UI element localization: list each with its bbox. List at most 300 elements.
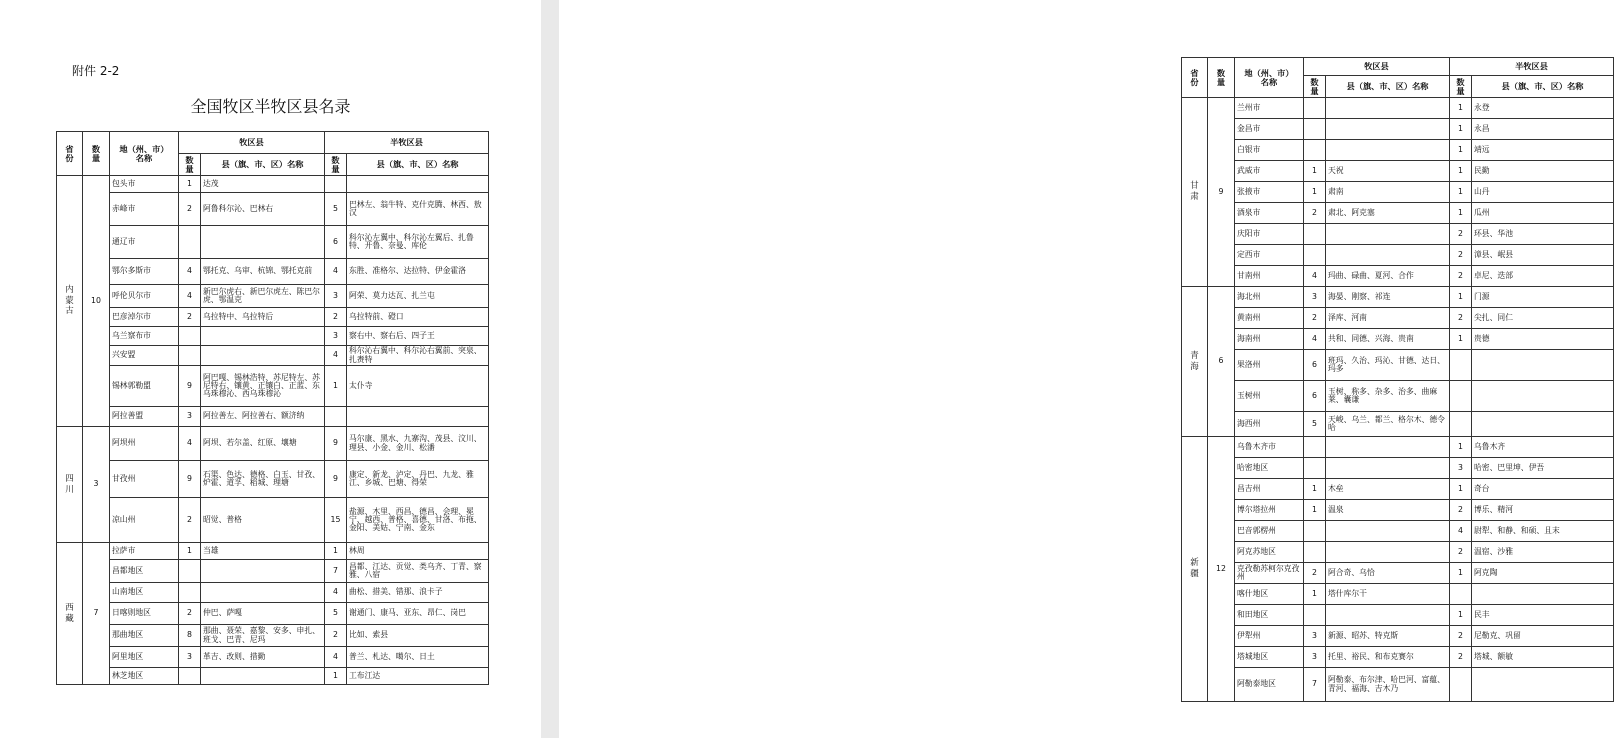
pastoral-count: 4 — [179, 285, 201, 308]
region-name: 山南地区 — [110, 583, 179, 603]
table-row — [57, 308, 489, 327]
semi-pastoral-counties: 乌拉特前、磴口 — [347, 308, 489, 327]
region-name: 哈密地区 — [1235, 458, 1304, 479]
semi-pastoral-counties: 科尔沁左翼中、科尔沁左翼后、扎鲁特、开鲁、奈曼、库伦 — [347, 226, 489, 259]
pastoral-counties: 共和、同德、兴海、贵南 — [1326, 329, 1450, 350]
semi-pastoral-count: 4 — [325, 346, 347, 366]
table-row — [57, 461, 489, 498]
header-semi-num: 数 量 — [1450, 76, 1472, 98]
table-row — [1182, 542, 1614, 563]
region-name: 博尔塔拉州 — [1235, 500, 1304, 521]
table-row — [1182, 500, 1614, 521]
attachment-label: 附件 2-2 — [72, 64, 120, 78]
header-pastoral-names: 县（旗、市、区）名称 — [1326, 76, 1450, 98]
region-name: 白银市 — [1235, 140, 1304, 161]
region-name: 林芝地区 — [110, 668, 179, 685]
pastoral-count — [1304, 542, 1326, 563]
pastoral-count: 1 — [179, 176, 201, 193]
semi-pastoral-counties: 瓜州 — [1472, 203, 1614, 224]
pastoral-counties: 新巴尔虎右、新巴尔虎左、陈巴尔虎、鄂温克 — [201, 285, 325, 308]
table-row — [57, 176, 489, 193]
region-name: 阿勒泰地区 — [1235, 668, 1304, 702]
document-page-right — [559, 0, 1584, 738]
semi-pastoral-counties: 康定、新龙、泸定、丹巴、九龙、雅江、乡城、巴塘、得荣 — [347, 461, 489, 498]
semi-pastoral-count: 1 — [1450, 161, 1472, 182]
region-name: 阿克苏地区 — [1235, 542, 1304, 563]
province-count: 10 — [83, 176, 110, 427]
pastoral-counties — [1326, 521, 1450, 542]
pastoral-count: 6 — [1304, 381, 1326, 412]
semi-pastoral-count: 3 — [325, 285, 347, 308]
region-name: 阿坝州 — [110, 427, 179, 461]
header-count: 数 量 — [83, 132, 110, 176]
pastoral-counties: 革吉、改则、措勤 — [201, 647, 325, 668]
semi-pastoral-count — [325, 176, 347, 193]
semi-pastoral-counties: 普兰、札达、噶尔、日土 — [347, 647, 489, 668]
pastoral-counties: 班玛、久治、玛沁、甘德、达日、玛多 — [1326, 350, 1450, 381]
header-province: 省 份 — [57, 132, 83, 176]
semi-pastoral-counties: 尖扎、同仁 — [1472, 308, 1614, 329]
region-name: 巴彦淖尔市 — [110, 308, 179, 327]
region-name: 海西州 — [1235, 412, 1304, 437]
semi-pastoral-counties: 卓尼、迭部 — [1472, 266, 1614, 287]
header-pastoral-num: 数 量 — [1304, 76, 1326, 98]
pastoral-counties: 阿鲁科尔沁、巴林右 — [201, 193, 325, 226]
semi-pastoral-counties: 奇台 — [1472, 479, 1614, 500]
semi-pastoral-count: 1 — [1450, 119, 1472, 140]
semi-pastoral-count: 1 — [1450, 182, 1472, 203]
table-row — [57, 583, 489, 603]
semi-pastoral-count: 1 — [1450, 140, 1472, 161]
table-row — [1182, 182, 1614, 203]
pastoral-count: 3 — [1304, 287, 1326, 308]
pastoral-count: 1 — [1304, 182, 1326, 203]
header-semi-names: 县（旗、市、区）名称 — [1472, 76, 1614, 98]
region-name: 通辽市 — [110, 226, 179, 259]
table-row — [57, 193, 489, 226]
semi-pastoral-counties — [1472, 412, 1614, 437]
pastoral-count — [179, 327, 201, 346]
pastoral-counties: 阿拉善左、阿拉善右、额济纳 — [201, 407, 325, 427]
semi-pastoral-counties — [1472, 584, 1614, 605]
table-row — [1182, 479, 1614, 500]
pastoral-counties: 肃南 — [1326, 182, 1450, 203]
semi-pastoral-count — [1450, 381, 1472, 412]
semi-pastoral-counties: 太仆寺 — [347, 366, 489, 407]
semi-pastoral-counties: 马尔康、黑水、九寨沟、茂县、汶川、理县、小金、金川、松潘 — [347, 427, 489, 461]
table-row — [1182, 605, 1614, 626]
pastoral-counties — [201, 583, 325, 603]
semi-pastoral-count: 9 — [325, 427, 347, 461]
province-count: 9 — [1208, 98, 1235, 287]
pastoral-counties: 天峻、乌兰、都兰、格尔木、德令哈 — [1326, 412, 1450, 437]
semi-pastoral-counties: 巴林左、翁牛特、克什克腾、林西、敖汉 — [347, 193, 489, 226]
table-row — [57, 407, 489, 427]
header-count: 数 量 — [1208, 58, 1235, 98]
semi-pastoral-count: 7 — [325, 560, 347, 583]
pastoral-counties — [1326, 224, 1450, 245]
table-row — [57, 560, 489, 583]
table-row — [57, 366, 489, 407]
table-row — [1182, 458, 1614, 479]
pastoral-count: 1 — [1304, 161, 1326, 182]
semi-pastoral-count — [1450, 412, 1472, 437]
document-title: 全国牧区半牧区县名录 — [190, 97, 351, 116]
region-name: 海北州 — [1235, 287, 1304, 308]
region-name: 兴安盟 — [110, 346, 179, 366]
semi-pastoral-count: 2 — [325, 625, 347, 647]
pastoral-counties: 阿合奇、乌恰 — [1326, 563, 1450, 584]
pastoral-counties: 阿勒泰、布尔津、哈巴河、富蕴、青河、福海、吉木乃 — [1326, 668, 1450, 702]
semi-pastoral-count: 1 — [1450, 98, 1472, 119]
region-name: 那曲地区 — [110, 625, 179, 647]
pastoral-counties — [201, 560, 325, 583]
pastoral-count: 3 — [1304, 647, 1326, 668]
pastoral-counties — [1326, 140, 1450, 161]
semi-pastoral-counties: 塔城、额敏 — [1472, 647, 1614, 668]
table-row — [1182, 287, 1614, 308]
pastoral-count — [1304, 140, 1326, 161]
header-semi-num: 数 量 — [325, 154, 347, 176]
header-pastoral: 牧区县 — [1304, 58, 1450, 76]
region-name: 武威市 — [1235, 161, 1304, 182]
pastoral-count: 4 — [1304, 329, 1326, 350]
semi-pastoral-count: 1 — [325, 543, 347, 560]
semi-pastoral-counties — [1472, 350, 1614, 381]
pastoral-count: 2 — [179, 603, 201, 625]
table-row — [1182, 308, 1614, 329]
pastoral-count — [179, 560, 201, 583]
region-name: 兰州市 — [1235, 98, 1304, 119]
region-name: 伊犁州 — [1235, 626, 1304, 647]
semi-pastoral-count: 1 — [1450, 437, 1472, 458]
pastoral-count — [179, 668, 201, 685]
table-row — [1182, 119, 1614, 140]
pastoral-count: 2 — [179, 308, 201, 327]
semi-pastoral-count: 5 — [325, 193, 347, 226]
table-row — [1182, 563, 1614, 584]
pastoral-counties: 肃北、阿克塞 — [1326, 203, 1450, 224]
semi-pastoral-count: 6 — [325, 226, 347, 259]
semi-pastoral-counties: 民丰 — [1472, 605, 1614, 626]
pastoral-counties: 塔什库尔干 — [1326, 584, 1450, 605]
pastoral-counties: 鄂托克、乌审、杭锦、鄂托克前 — [201, 259, 325, 285]
semi-pastoral-counties: 永昌 — [1472, 119, 1614, 140]
pastoral-counties: 托里、裕民、和布克赛尔 — [1326, 647, 1450, 668]
table-row — [1182, 521, 1614, 542]
semi-pastoral-counties: 比如、索县 — [347, 625, 489, 647]
pastoral-counties: 达茂 — [201, 176, 325, 193]
semi-pastoral-counties: 民勤 — [1472, 161, 1614, 182]
county-table-left — [56, 131, 489, 685]
pastoral-counties: 玉树、称多、杂多、治多、曲麻莱、囊谦 — [1326, 381, 1450, 412]
semi-pastoral-count: 2 — [325, 308, 347, 327]
semi-pastoral-count: 1 — [1450, 479, 1472, 500]
region-name: 克孜勒苏柯尔克孜州 — [1235, 563, 1304, 584]
semi-pastoral-count: 5 — [325, 603, 347, 625]
pastoral-count: 1 — [1304, 500, 1326, 521]
pastoral-count: 4 — [179, 259, 201, 285]
pastoral-counties — [1326, 245, 1450, 266]
pastoral-count: 2 — [1304, 308, 1326, 329]
table-row — [57, 346, 489, 366]
region-name: 酒泉市 — [1235, 203, 1304, 224]
table-row — [57, 625, 489, 647]
pastoral-count: 2 — [179, 498, 201, 543]
semi-pastoral-count: 2 — [1450, 542, 1472, 563]
region-name: 赤峰市 — [110, 193, 179, 226]
region-name: 张掖市 — [1235, 182, 1304, 203]
pastoral-count — [179, 583, 201, 603]
semi-pastoral-count: 1 — [1450, 287, 1472, 308]
pastoral-count: 9 — [179, 461, 201, 498]
pastoral-count: 2 — [179, 193, 201, 226]
pastoral-count: 7 — [1304, 668, 1326, 702]
semi-pastoral-counties — [1472, 381, 1614, 412]
region-name: 黄南州 — [1235, 308, 1304, 329]
table-row — [1182, 437, 1614, 458]
region-name: 乌鲁木齐市 — [1235, 437, 1304, 458]
region-name: 昌都地区 — [110, 560, 179, 583]
region-name: 塔城地区 — [1235, 647, 1304, 668]
region-name: 阿里地区 — [110, 647, 179, 668]
pastoral-counties: 那曲、聂荣、嘉黎、安多、申扎、班戈、巴青、尼玛 — [201, 625, 325, 647]
semi-pastoral-counties: 温宿、沙雅 — [1472, 542, 1614, 563]
pastoral-count: 9 — [179, 366, 201, 407]
region-name: 凉山州 — [110, 498, 179, 543]
pastoral-counties: 阿坝、若尔盖、红原、壤塘 — [201, 427, 325, 461]
semi-pastoral-count: 9 — [325, 461, 347, 498]
semi-pastoral-counties: 谢通门、康马、亚东、昂仁、岗巴 — [347, 603, 489, 625]
pastoral-count — [1304, 98, 1326, 119]
semi-pastoral-count: 1 — [1450, 203, 1472, 224]
pastoral-counties — [201, 226, 325, 259]
pastoral-counties: 乌拉特中、乌拉特后 — [201, 308, 325, 327]
pastoral-count: 8 — [179, 625, 201, 647]
pastoral-counties — [1326, 437, 1450, 458]
pastoral-count: 2 — [1304, 203, 1326, 224]
pastoral-count — [1304, 605, 1326, 626]
pastoral-count — [1304, 437, 1326, 458]
province-count: 3 — [83, 427, 110, 543]
semi-pastoral-count: 1 — [1450, 605, 1472, 626]
header-pastoral-num: 数 量 — [179, 154, 201, 176]
semi-pastoral-count: 15 — [325, 498, 347, 543]
pastoral-count: 4 — [179, 427, 201, 461]
header-province: 省 份 — [1182, 58, 1208, 98]
province-count: 7 — [83, 543, 110, 685]
table-row — [1182, 381, 1614, 412]
pastoral-count: 5 — [1304, 412, 1326, 437]
table-row — [1182, 161, 1614, 182]
pastoral-counties: 仲巴、萨嘎 — [201, 603, 325, 625]
semi-pastoral-counties: 博乐、精河 — [1472, 500, 1614, 521]
pastoral-counties — [201, 668, 325, 685]
semi-pastoral-counties: 科尔沁右翼中、科尔沁右翼前、突泉、扎赉特 — [347, 346, 489, 366]
header-region: 地（州、市） 名称 — [1235, 58, 1304, 98]
region-name: 海南州 — [1235, 329, 1304, 350]
pastoral-count: 6 — [1304, 350, 1326, 381]
pastoral-counties: 当雄 — [201, 543, 325, 560]
table-row — [1182, 668, 1614, 702]
region-name: 和田地区 — [1235, 605, 1304, 626]
table-row — [57, 668, 489, 685]
semi-pastoral-count — [1450, 668, 1472, 702]
table-row — [1182, 584, 1614, 605]
page-gutter — [541, 0, 559, 738]
table-row — [1182, 647, 1614, 668]
pastoral-counties: 昭觉、普格 — [201, 498, 325, 543]
semi-pastoral-counties: 林周 — [347, 543, 489, 560]
semi-pastoral-count: 2 — [1450, 647, 1472, 668]
semi-pastoral-counties: 曲松、措美、错那、浪卡子 — [347, 583, 489, 603]
region-name: 金昌市 — [1235, 119, 1304, 140]
region-name: 定西市 — [1235, 245, 1304, 266]
semi-pastoral-count: 2 — [1450, 245, 1472, 266]
semi-pastoral-counties: 山丹 — [1472, 182, 1614, 203]
semi-pastoral-counties: 环县、华池 — [1472, 224, 1614, 245]
pastoral-counties — [1326, 605, 1450, 626]
province-cell: 甘 肃 — [1182, 98, 1208, 287]
semi-pastoral-count: 4 — [325, 647, 347, 668]
region-name: 锡林郭勒盟 — [110, 366, 179, 407]
pastoral-count: 4 — [1304, 266, 1326, 287]
pastoral-count: 1 — [1304, 479, 1326, 500]
header-semi-pastoral: 半牧区县 — [325, 132, 489, 154]
semi-pastoral-count: 3 — [1450, 458, 1472, 479]
semi-pastoral-count — [1450, 584, 1472, 605]
table-row — [57, 285, 489, 308]
table-row — [57, 259, 489, 285]
semi-pastoral-counties: 贵德 — [1472, 329, 1614, 350]
region-name: 甘南州 — [1235, 266, 1304, 287]
pastoral-counties: 天祝 — [1326, 161, 1450, 182]
region-name: 拉萨市 — [110, 543, 179, 560]
province-cell: 新 疆 — [1182, 437, 1208, 702]
header-pastoral: 牧区县 — [179, 132, 325, 154]
pastoral-counties — [1326, 458, 1450, 479]
region-name: 乌兰察布市 — [110, 327, 179, 346]
semi-pastoral-count: 1 — [1450, 329, 1472, 350]
table-row — [1182, 203, 1614, 224]
table-row — [57, 226, 489, 259]
region-name: 呼伦贝尔市 — [110, 285, 179, 308]
pastoral-count — [179, 346, 201, 366]
semi-pastoral-count — [325, 407, 347, 427]
pastoral-count — [1304, 458, 1326, 479]
province-count: 6 — [1208, 287, 1235, 437]
header-semi-pastoral: 半牧区县 — [1450, 58, 1614, 76]
semi-pastoral-counties: 阿荣、莫力达瓦、扎兰屯 — [347, 285, 489, 308]
semi-pastoral-count: 4 — [325, 583, 347, 603]
semi-pastoral-counties: 昌都、江达、贡觉、类乌齐、丁青、察雅、八宿 — [347, 560, 489, 583]
table-row — [57, 603, 489, 625]
table-row — [1182, 98, 1614, 119]
semi-pastoral-count: 2 — [1450, 500, 1472, 521]
pastoral-count — [1304, 245, 1326, 266]
pastoral-counties — [201, 346, 325, 366]
region-name: 日喀则地区 — [110, 603, 179, 625]
region-name: 阿拉善盟 — [110, 407, 179, 427]
header-row — [1182, 58, 1614, 76]
pastoral-counties: 海晏、刚察、祁连 — [1326, 287, 1450, 308]
semi-pastoral-counties: 工布江达 — [347, 668, 489, 685]
table-row — [1182, 329, 1614, 350]
semi-pastoral-counties — [1472, 668, 1614, 702]
pastoral-count — [179, 226, 201, 259]
table-row — [57, 647, 489, 668]
region-name: 昌吉州 — [1235, 479, 1304, 500]
semi-pastoral-count: 2 — [1450, 266, 1472, 287]
header-row — [57, 132, 489, 154]
table-row — [1182, 412, 1614, 437]
pastoral-count: 3 — [179, 407, 201, 427]
semi-pastoral-count: 2 — [1450, 626, 1472, 647]
pastoral-counties: 温泉 — [1326, 500, 1450, 521]
region-name: 包头市 — [110, 176, 179, 193]
semi-pastoral-count: 2 — [1450, 224, 1472, 245]
semi-pastoral-counties: 永登 — [1472, 98, 1614, 119]
pastoral-count — [1304, 224, 1326, 245]
table-row — [1182, 140, 1614, 161]
semi-pastoral-counties: 东胜、准格尔、达拉特、伊金霍洛 — [347, 259, 489, 285]
region-name: 喀什地区 — [1235, 584, 1304, 605]
pastoral-counties: 阿巴嘎、锡林浩特、苏尼特左、苏尼特右、镶黄、正镶白、正蓝、东乌珠穆沁、西乌珠穆沁 — [201, 366, 325, 407]
pastoral-count: 2 — [1304, 563, 1326, 584]
pastoral-count — [1304, 119, 1326, 140]
semi-pastoral-count: 1 — [325, 668, 347, 685]
table-row — [57, 543, 489, 560]
region-name: 甘孜州 — [110, 461, 179, 498]
province-cell: 西 藏 — [57, 543, 83, 685]
semi-pastoral-counties: 乌鲁木齐 — [1472, 437, 1614, 458]
province-count: 12 — [1208, 437, 1235, 702]
pastoral-count: 1 — [179, 543, 201, 560]
region-name: 庆阳市 — [1235, 224, 1304, 245]
semi-pastoral-counties: 尉犁、和静、和硕、且末 — [1472, 521, 1614, 542]
pastoral-counties — [1326, 119, 1450, 140]
pastoral-counties — [201, 327, 325, 346]
header-region: 地（州、市） 名称 — [110, 132, 179, 176]
pastoral-counties: 玛曲、碌曲、夏河、合作 — [1326, 266, 1450, 287]
table-row — [1182, 350, 1614, 381]
pastoral-counties: 木垒 — [1326, 479, 1450, 500]
semi-pastoral-counties: 阿克陶 — [1472, 563, 1614, 584]
semi-pastoral-count — [1450, 350, 1472, 381]
semi-pastoral-count: 2 — [1450, 308, 1472, 329]
document-page-left — [0, 0, 541, 738]
table-row — [57, 327, 489, 346]
semi-pastoral-count: 1 — [1450, 563, 1472, 584]
table-row — [57, 427, 489, 461]
semi-pastoral-counties: 漳县、岷县 — [1472, 245, 1614, 266]
semi-pastoral-counties — [347, 407, 489, 427]
semi-pastoral-count: 1 — [325, 366, 347, 407]
table-row — [1182, 224, 1614, 245]
table-row — [57, 498, 489, 543]
semi-pastoral-counties: 察右中、察右后、四子王 — [347, 327, 489, 346]
region-name: 鄂尔多斯市 — [110, 259, 179, 285]
table-row — [1182, 245, 1614, 266]
pastoral-counties: 新源、昭苏、特克斯 — [1326, 626, 1450, 647]
semi-pastoral-counties: 靖远 — [1472, 140, 1614, 161]
pastoral-count: 3 — [1304, 626, 1326, 647]
pastoral-count: 1 — [1304, 584, 1326, 605]
semi-pastoral-count: 4 — [1450, 521, 1472, 542]
semi-pastoral-counties: 哈密、巴里坤、伊吾 — [1472, 458, 1614, 479]
semi-pastoral-count: 3 — [325, 327, 347, 346]
header-pastoral-names: 县（旗、市、区）名称 — [201, 154, 325, 176]
